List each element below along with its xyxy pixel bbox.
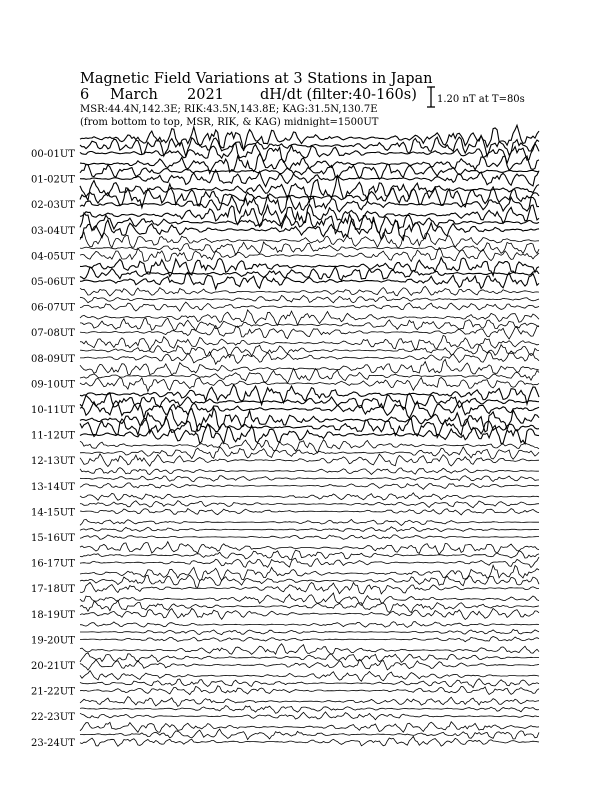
- hour-label: 00-01UT: [31, 149, 75, 160]
- hour-label: 23-24UT: [31, 737, 75, 749]
- trace-kag: [80, 232, 539, 247]
- trace-kag: [80, 493, 539, 501]
- trace-msr: [80, 712, 539, 720]
- trace-rik: [80, 550, 539, 560]
- trace-rik: [80, 706, 539, 714]
- date-month: March: [110, 87, 158, 103]
- hour-label: 02-03UT: [31, 200, 75, 212]
- trace-kag: [80, 154, 539, 173]
- trace-rik: [80, 679, 539, 688]
- trace-kag: [80, 468, 539, 475]
- hour-label: 10-11UT: [31, 405, 75, 416]
- trace-rik: [80, 501, 539, 508]
- trace-kag: [80, 286, 539, 296]
- hour-label: 19-20UT: [31, 635, 75, 647]
- hour-label: 20-21UT: [31, 661, 75, 672]
- trace-msr: [80, 686, 539, 695]
- trace-rik: [80, 164, 539, 179]
- chart-title: Magnetic Field Variations at 3 Stations in Japan: [80, 71, 433, 87]
- hour-label: 05-06UT: [31, 277, 75, 288]
- hour-label: 17-18UT: [31, 584, 75, 596]
- trace-msr: [80, 377, 539, 391]
- trace-rik: [80, 242, 539, 255]
- quantity-label: dH/dt (filter:40-160s): [260, 87, 417, 103]
- trace-kag: [80, 310, 539, 325]
- scale-bar-label: 1.20 nT at T=80s: [437, 94, 525, 105]
- trace-msr: [80, 248, 539, 262]
- station-order-note: (from bottom to top, MSR, RIK, & KAG) midnight=1500UT: [80, 117, 379, 128]
- hour-label: 14-15UT: [31, 507, 75, 519]
- trace-rik: [80, 653, 539, 662]
- hour-label: 16-17UT: [31, 558, 75, 570]
- trace-msr: [80, 143, 539, 163]
- trace-kag: [80, 697, 539, 707]
- trace-msr: [80, 352, 539, 365]
- hour-label: 21-22UT: [31, 686, 75, 698]
- hour-label: 15-16UT: [31, 533, 75, 544]
- trace-kag: [80, 440, 539, 453]
- trace-rik: [80, 527, 539, 532]
- trace-kag: [80, 542, 539, 555]
- trace-msr: [80, 326, 539, 339]
- trace-rik: [80, 729, 539, 740]
- trace-kag: [80, 593, 539, 605]
- trace-kag: [80, 519, 539, 525]
- trace-kag: [80, 359, 539, 375]
- trace-msr: [80, 170, 539, 187]
- trace-msr: [80, 637, 539, 642]
- trace-kag: [80, 644, 539, 655]
- scale-bar: [427, 87, 435, 107]
- hour-label: 03-04UT: [31, 225, 75, 237]
- date-day: 6: [80, 87, 90, 103]
- hour-label: 04-05UT: [31, 251, 75, 263]
- trace-msr: [80, 660, 539, 670]
- trace-rik: [80, 393, 539, 410]
- hour-label: 09-10UT: [31, 379, 75, 391]
- trace-msr: [80, 535, 539, 539]
- trace-rik: [80, 447, 539, 459]
- hour-label: 01-02UT: [31, 174, 75, 186]
- trace-rik: [80, 600, 539, 612]
- trace-msr: [80, 509, 539, 515]
- trace-rik: [80, 629, 539, 634]
- trace-rik: [80, 575, 539, 587]
- hour-label: 12-13UT: [31, 456, 75, 468]
- trace-msr: [80, 217, 539, 240]
- trace-kag: [80, 722, 539, 733]
- trace-msr: [80, 557, 539, 567]
- trace-msr: [80, 582, 539, 594]
- hour-label: 06-07UT: [31, 302, 75, 314]
- trace-msr: [80, 302, 539, 311]
- hour-label: 08-09UT: [31, 353, 75, 365]
- hour-label: 22-23UT: [31, 712, 75, 724]
- trace-kag: [80, 622, 539, 628]
- trace-rik: [80, 295, 539, 302]
- trace-rik: [80, 318, 539, 331]
- hour-label: 07-08UT: [31, 328, 75, 340]
- station-coordinates: MSR:44.4N,142.3E; RIK:43.5N,143.8E; KAG:31.5N,130.7E: [80, 104, 378, 115]
- trace-kag: [80, 335, 539, 350]
- trace-msr: [80, 483, 539, 489]
- hour-label: 18-19UT: [31, 609, 75, 621]
- trace-msr: [80, 608, 539, 619]
- date-year: 2021: [187, 87, 224, 103]
- hour-label: 13-14UT: [31, 481, 75, 493]
- hour-label: 11-12UT: [31, 430, 75, 442]
- trace-kag: [80, 671, 539, 682]
- trace-rik: [80, 476, 539, 482]
